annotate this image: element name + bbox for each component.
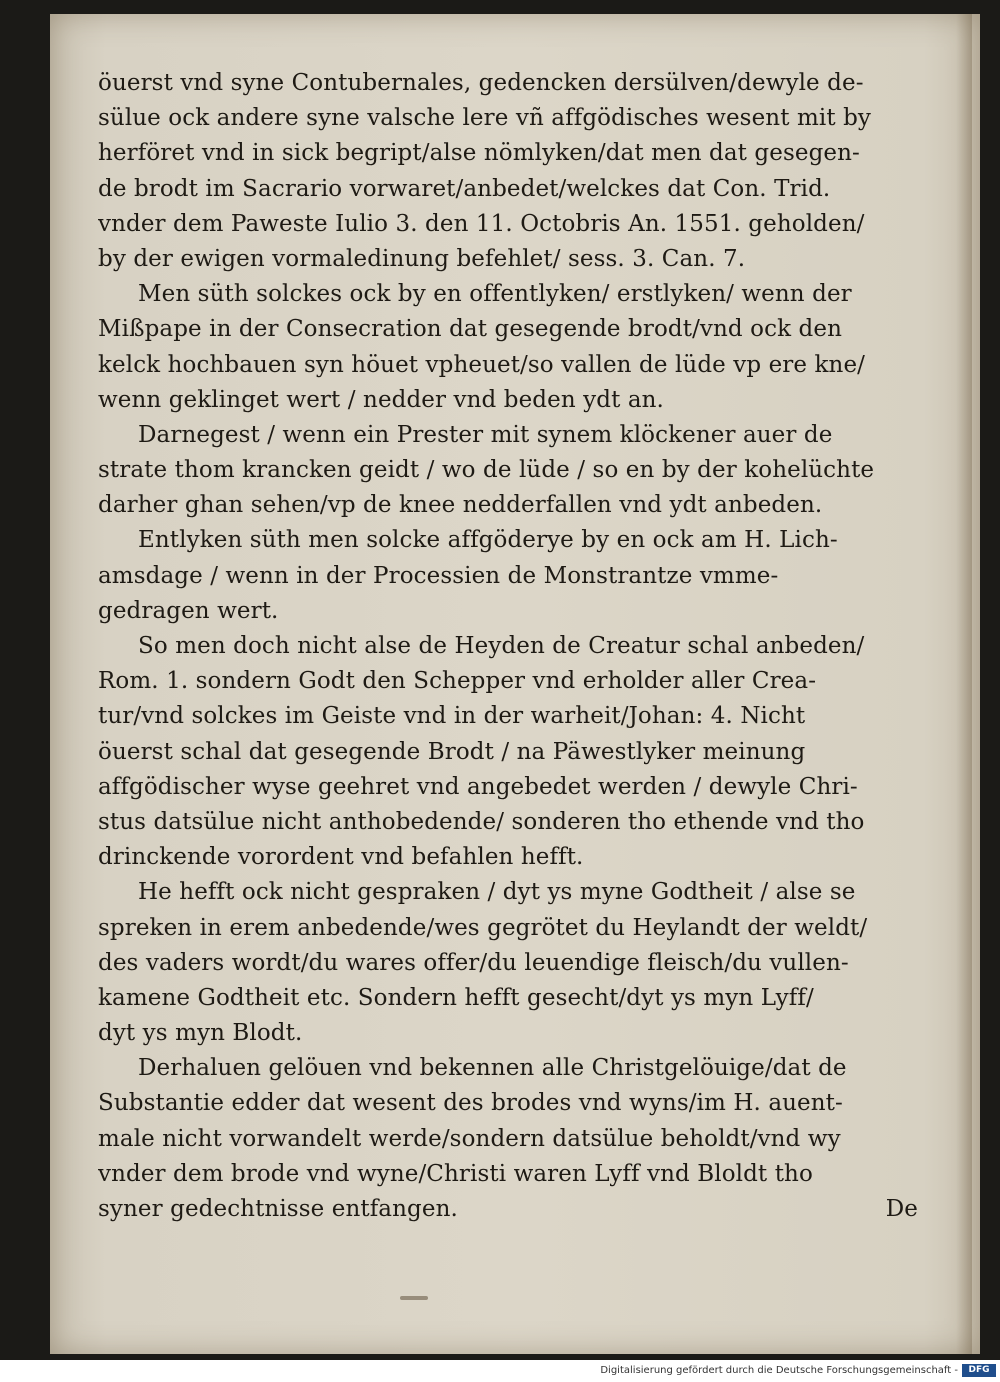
- text-line: So men doch nicht alse de Heyden de Creatur schal anbeden/: [138, 633, 865, 659]
- catchword: De: [885, 1196, 918, 1222]
- text-line: Rom. 1. sondern Godt den Schepper vnd erholder aller Crea-: [98, 668, 817, 695]
- text-line: He hefft ock nicht gespraken / dyt ys myne Godtheit / alse se: [138, 879, 856, 906]
- text-line: amsdage / wenn in der Processien de Monstrantze vmme-: [98, 562, 779, 589]
- text-line: affgödischer wyse geehret vnd angebedet werden / dewyle Chri-: [98, 773, 858, 800]
- text-line: öuerst vnd syne Contubernales, gedencken dersülven/dewyle de-: [98, 70, 864, 96]
- text-line: spreken in erem anbedende/wes gegrötet du Heylandt der weldt/: [98, 914, 868, 941]
- dfg-logo: DFG: [962, 1364, 996, 1377]
- footer-bar: [0, 1360, 1000, 1382]
- text-line: darher ghan sehen/vp de knee nedderfallen vnd ydt anbeden.: [98, 492, 823, 519]
- ink-smudge: [400, 1296, 428, 1300]
- text-line: wenn geklinget wert / nedder vnd beden ydt an.: [98, 386, 664, 413]
- page-text: [98, 66, 918, 1227]
- footer-credit: Digitalisierung gefördert durch die Deutsche Forschungsgemeinschaft -: [600, 1365, 958, 1376]
- text-line: Substantie edder dat wesent des brodes vnd wyns/im H. auent-: [98, 1090, 843, 1117]
- text-line: kamene Godtheit etc. Sondern hefft gesecht/dyt ys myn Lyff/: [98, 984, 814, 1011]
- text-line: drinckende vorordent vnd befahlen hefft.: [98, 844, 584, 871]
- text-line: de brodt im Sacrario vorwaret/anbedet/welckes dat Con. Trid.: [98, 175, 831, 202]
- text-line: vnder dem brode vnd wyne/Christi waren Lyff vnd Bloldt tho: [98, 1160, 813, 1187]
- text-line: kelck hochbauen syn höuet vpheuet/so vallen de lüde vp ere kne/: [98, 351, 866, 378]
- text-line: strate thom krancken geidt / wo de lüde / so en by der kohelüchte: [98, 457, 875, 484]
- text-line: Derhaluen gelöuen vnd bekennen alle Christgelöuige/dat de: [138, 1055, 847, 1082]
- last-line-row: [98, 1192, 918, 1227]
- text-line: sülue ock andere syne valsche lere vñ affgödisches wesent mit by: [98, 105, 872, 132]
- text-line: syner gedechtnisse entfangen.: [98, 1196, 458, 1222]
- page-edge-shadow: [956, 14, 972, 1354]
- text-line: vnder dem Paweste Iulio 3. den 11. Octobris An. 1551. geholden/: [98, 210, 865, 237]
- text-line: Mißpape in der Consecration dat gesegende brodt/vnd ock den: [98, 316, 842, 343]
- text-line: gedragen wert.: [98, 597, 279, 624]
- text-line: des vaders wordt/du wares offer/du leuendige fleisch/du vullen-: [98, 949, 849, 976]
- text-line: by der ewigen vormaledinung befehlet/ sess. 3. Can. 7.: [98, 245, 746, 272]
- text-line: öuerst schal dat gesegende Brodt / na Päwestlyker meinung: [98, 738, 806, 765]
- text-line: dyt ys myn Blodt.: [98, 1020, 303, 1047]
- text-line: male nicht vorwandelt werde/sondern datsülue beholdt/vnd wy: [98, 1125, 841, 1152]
- text-line: Darnegest / wenn ein Prester mit synem klöckener auer de: [138, 421, 833, 448]
- text-line: Entlyken süth men solcke affgöderye by en ock am H. Lich-: [138, 527, 838, 554]
- text-line: herföret vnd in sick begript/alse nömlyken/dat men dat gesegen-: [98, 140, 860, 167]
- text-line: stus datsülue nicht anthobedende/ sonderen tho ethende vnd tho: [98, 808, 865, 835]
- text-line: tur/vnd solckes im Geiste vnd in der warheit/Johan: 4. Nicht: [98, 703, 806, 730]
- text-line: Men süth solckes ock by en offentlyken/ erstlyken/ wenn der: [138, 281, 852, 308]
